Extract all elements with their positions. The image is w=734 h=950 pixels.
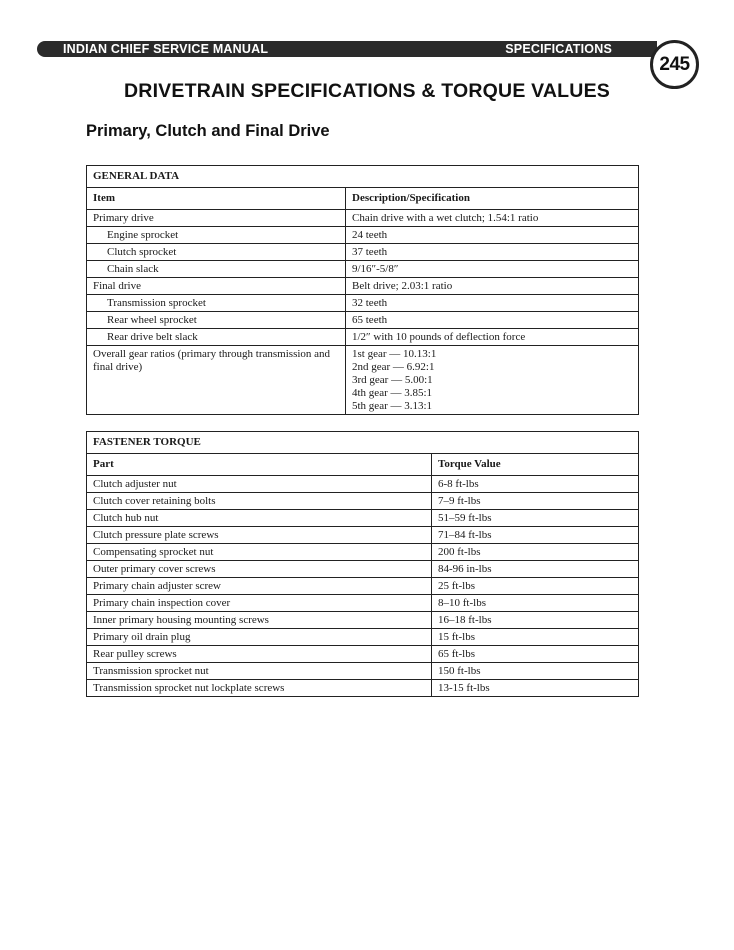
spec-cell: 32 teeth bbox=[346, 295, 639, 312]
table-row bbox=[87, 680, 639, 697]
part-cell: Compensating sprocket nut bbox=[87, 544, 432, 561]
part-cell: Clutch hub nut bbox=[87, 510, 432, 527]
table-row bbox=[87, 595, 639, 612]
page-number-badge: 245 bbox=[650, 40, 699, 89]
table-row bbox=[87, 527, 639, 544]
running-header bbox=[37, 41, 657, 57]
table-header-row bbox=[87, 188, 639, 210]
table-row bbox=[87, 244, 639, 261]
gear-ratio-line: 4th gear — 3.85:1 bbox=[352, 386, 433, 399]
column-header-item: Item bbox=[87, 188, 346, 210]
gear-ratio-line: 2nd gear — 6.92:1 bbox=[352, 360, 435, 373]
table-row bbox=[87, 261, 639, 278]
item-cell: Clutch sprocket bbox=[87, 244, 346, 261]
part-cell: Transmission sprocket nut lockplate screws bbox=[87, 680, 432, 697]
table-row bbox=[87, 629, 639, 646]
table-header-row bbox=[87, 454, 639, 476]
torque-cell: 16–18 ft-lbs bbox=[432, 612, 639, 629]
part-cell: Primary chain adjuster screw bbox=[87, 578, 432, 595]
table-row bbox=[87, 227, 639, 244]
item-cell: Rear drive belt slack bbox=[87, 329, 346, 346]
table-row bbox=[87, 612, 639, 629]
part-cell: Rear pulley screws bbox=[87, 646, 432, 663]
section-label: SPECIFICATIONS bbox=[505, 42, 612, 56]
torque-cell: 65 ft-lbs bbox=[432, 646, 639, 663]
section-title: Primary, Clutch and Final Drive bbox=[86, 122, 330, 140]
table-row bbox=[87, 210, 639, 227]
part-cell: Inner primary housing mounting screws bbox=[87, 612, 432, 629]
table-row bbox=[87, 561, 639, 578]
gear-ratio-line: 3rd gear — 5.00:1 bbox=[352, 373, 433, 386]
spec-cell: Chain drive with a wet clutch; 1.54:1 ratio bbox=[346, 210, 639, 227]
torque-cell: 13-15 ft-lbs bbox=[432, 680, 639, 697]
fastener-torque-caption: FASTENER TORQUE bbox=[87, 432, 639, 454]
table-row bbox=[87, 663, 639, 680]
table-row bbox=[87, 510, 639, 527]
part-cell: Outer primary cover screws bbox=[87, 561, 432, 578]
table-row bbox=[87, 312, 639, 329]
gear-ratio-list bbox=[346, 346, 639, 415]
part-cell: Clutch adjuster nut bbox=[87, 476, 432, 493]
table-row bbox=[87, 329, 639, 346]
general-data-caption: GENERAL DATA bbox=[87, 166, 639, 188]
gear-ratio-line: 5th gear — 3.13:1 bbox=[352, 399, 433, 412]
table-row bbox=[87, 544, 639, 561]
torque-cell: 84-96 in-lbs bbox=[432, 561, 639, 578]
column-header-torque: Torque Value bbox=[432, 454, 639, 476]
torque-cell: 51–59 ft-lbs bbox=[432, 510, 639, 527]
table-row bbox=[87, 295, 639, 312]
gear-ratio-line: 1st gear — 10.13:1 bbox=[352, 347, 437, 360]
part-cell: Primary chain inspection cover bbox=[87, 595, 432, 612]
torque-cell: 71–84 ft-lbs bbox=[432, 527, 639, 544]
fastener-torque-table bbox=[86, 431, 639, 697]
item-cell: Primary drive bbox=[87, 210, 346, 227]
torque-cell: 7–9 ft-lbs bbox=[432, 493, 639, 510]
part-cell: Clutch pressure plate screws bbox=[87, 527, 432, 544]
table-row bbox=[87, 493, 639, 510]
item-cell: Final drive bbox=[87, 278, 346, 295]
part-cell: Transmission sprocket nut bbox=[87, 663, 432, 680]
general-data-table bbox=[86, 165, 639, 415]
manual-title: INDIAN CHIEF SERVICE MANUAL bbox=[63, 42, 269, 56]
table-row-gear-ratios bbox=[87, 346, 639, 415]
spec-cell: 65 teeth bbox=[346, 312, 639, 329]
column-header-part: Part bbox=[87, 454, 432, 476]
column-header-spec: Description/Specification bbox=[346, 188, 639, 210]
part-cell: Clutch cover retaining bolts bbox=[87, 493, 432, 510]
item-cell: Overall gear ratios (primary through transmission and final drive) bbox=[87, 346, 346, 415]
table-row bbox=[87, 578, 639, 595]
item-cell: Transmission sprocket bbox=[87, 295, 346, 312]
spec-cell: Belt drive; 2.03:1 ratio bbox=[346, 278, 639, 295]
table-row bbox=[87, 476, 639, 493]
spec-cell: 9/16″-5/8″ bbox=[346, 261, 639, 278]
torque-cell: 15 ft-lbs bbox=[432, 629, 639, 646]
table-caption-row bbox=[87, 432, 639, 454]
torque-cell: 150 ft-lbs bbox=[432, 663, 639, 680]
spec-cell: 37 teeth bbox=[346, 244, 639, 261]
item-cell: Chain slack bbox=[87, 261, 346, 278]
spec-cell: 1/2″ with 10 pounds of deflection force bbox=[346, 329, 639, 346]
torque-cell: 200 ft-lbs bbox=[432, 544, 639, 561]
spec-cell: 24 teeth bbox=[346, 227, 639, 244]
torque-cell: 8–10 ft-lbs bbox=[432, 595, 639, 612]
table-row bbox=[87, 278, 639, 295]
table-row bbox=[87, 646, 639, 663]
torque-cell: 6-8 ft-lbs bbox=[432, 476, 639, 493]
item-cell: Engine sprocket bbox=[87, 227, 346, 244]
page-title: DRIVETRAIN SPECIFICATIONS & TORQUE VALUES bbox=[124, 80, 610, 102]
torque-cell: 25 ft-lbs bbox=[432, 578, 639, 595]
part-cell: Primary oil drain plug bbox=[87, 629, 432, 646]
table-caption-row bbox=[87, 166, 639, 188]
item-cell: Rear wheel sprocket bbox=[87, 312, 346, 329]
